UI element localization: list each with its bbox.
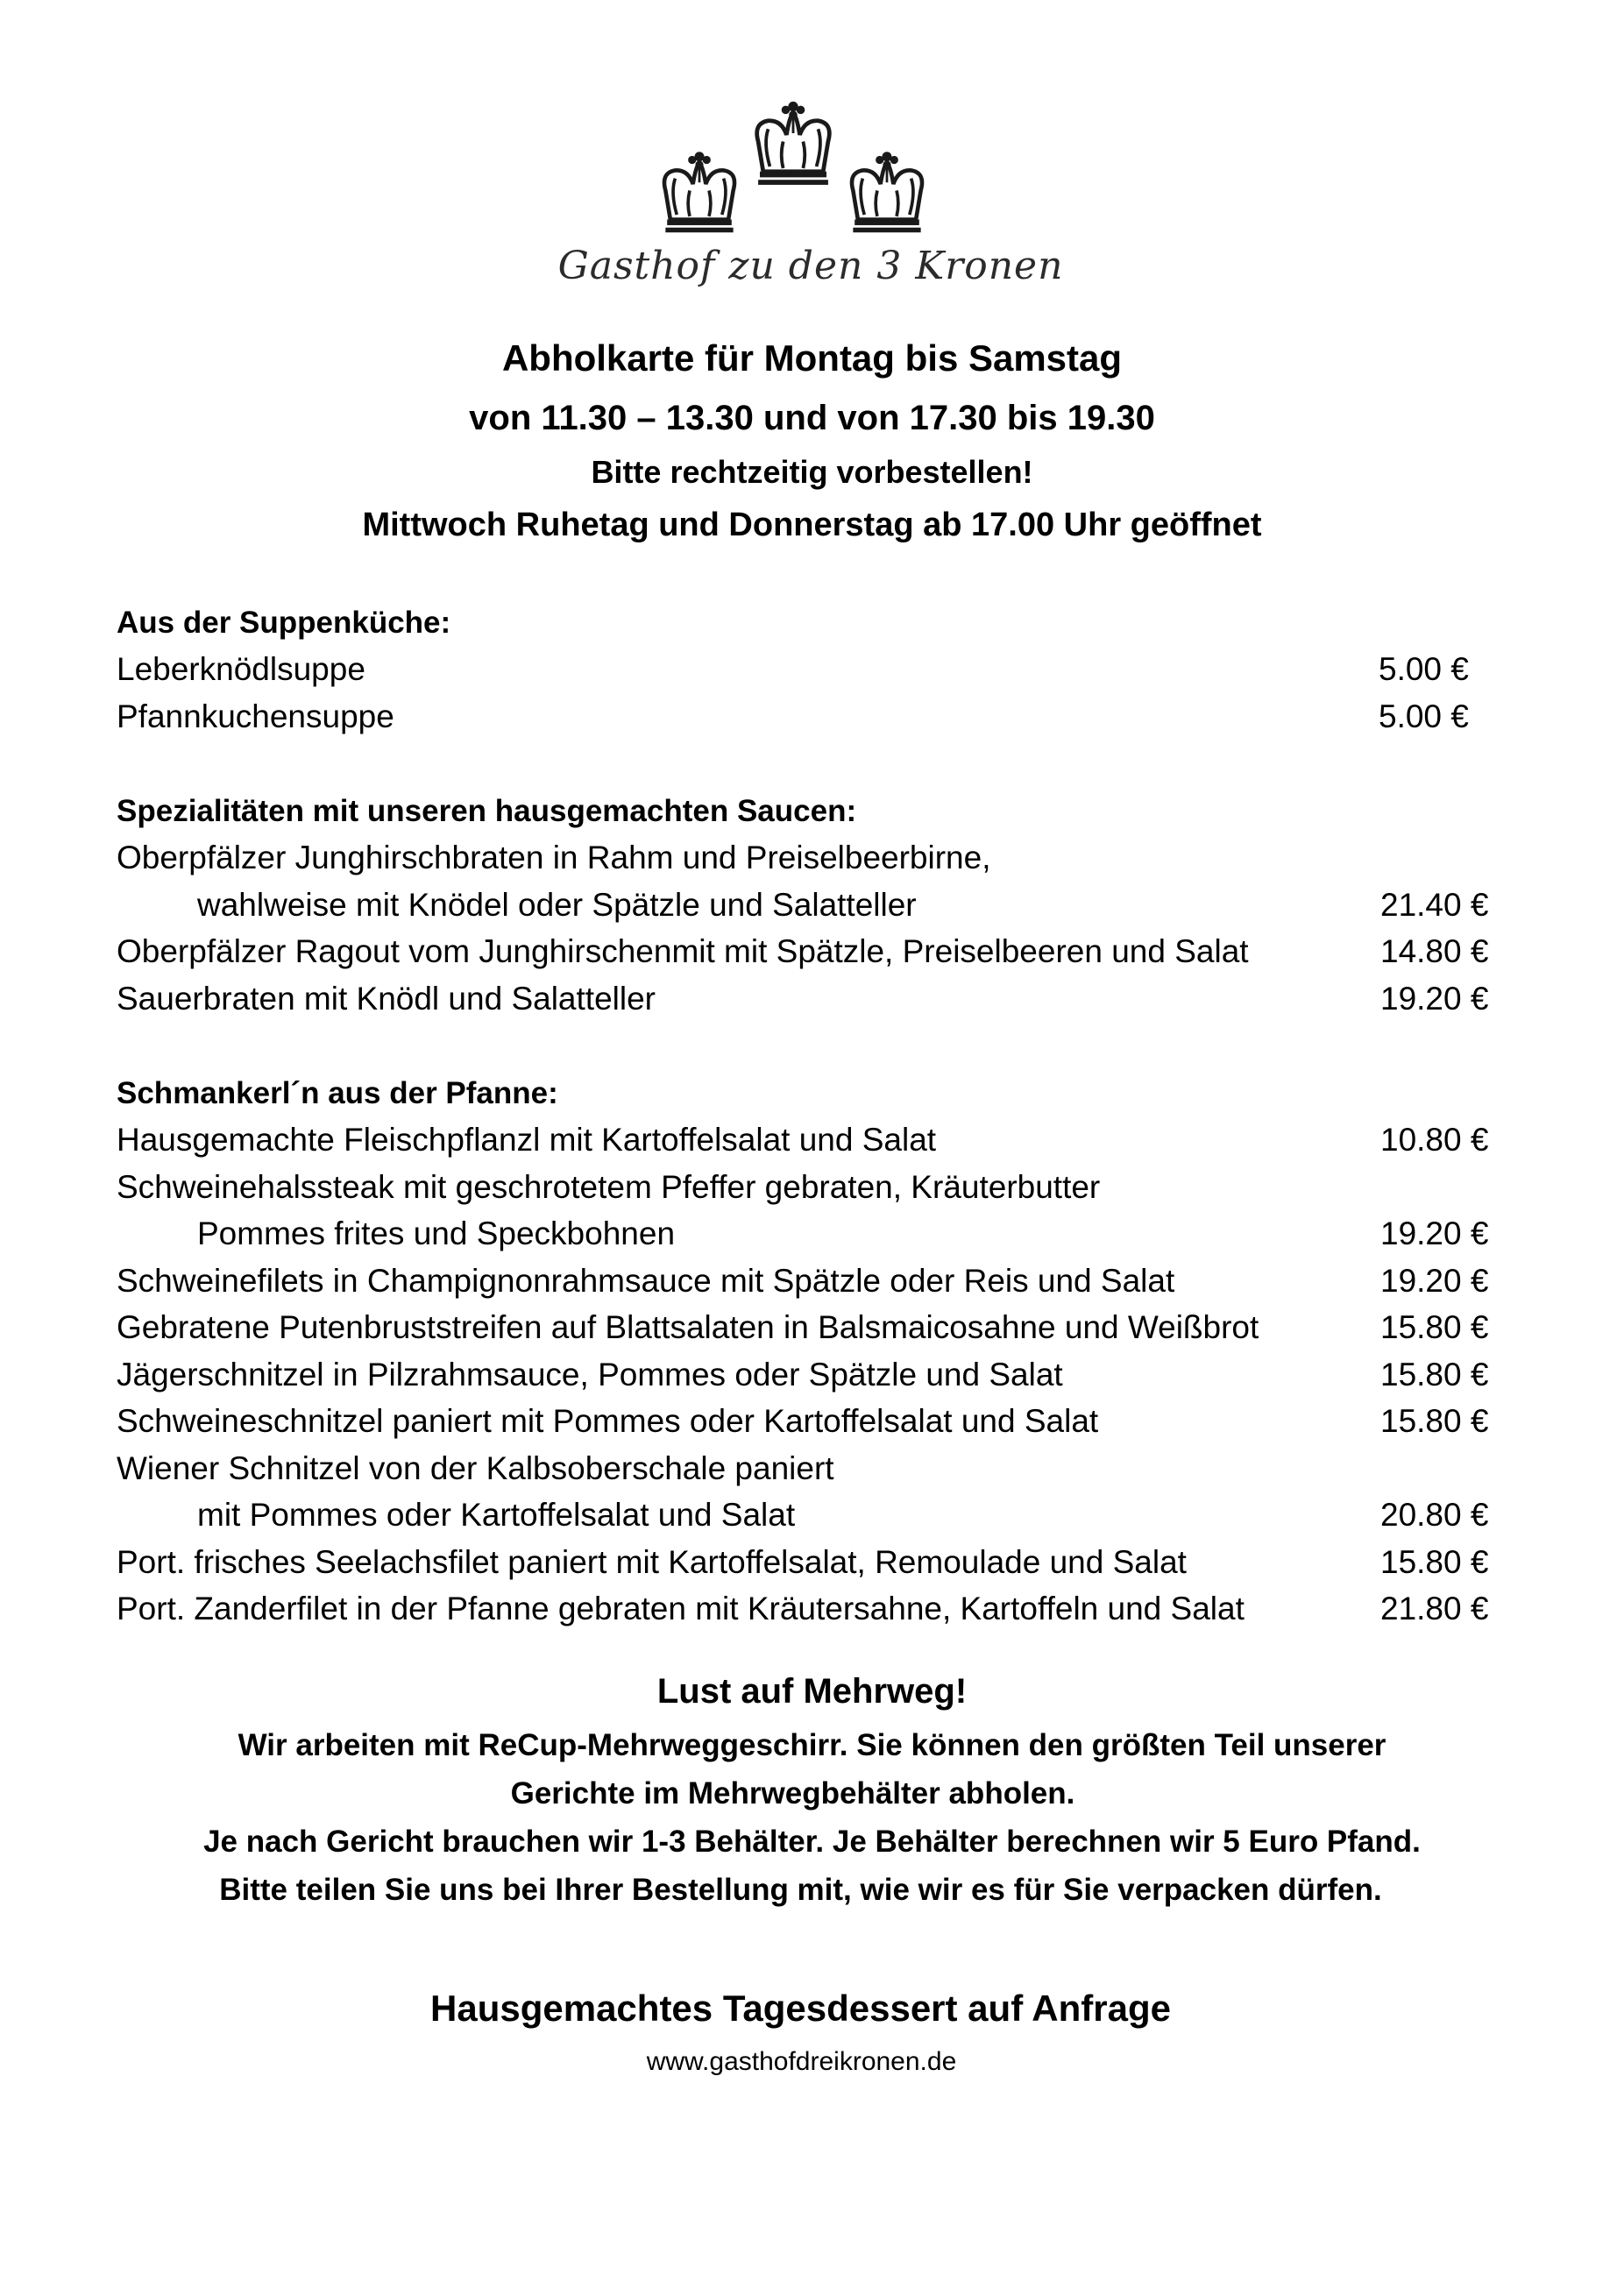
mehrweg-text-line: Gerichte im Mehrwegbehälter abholen. <box>510 1776 1075 1811</box>
dessert-note: Hausgemachtes Tagesdessert auf Anfrage <box>430 1988 1171 2029</box>
menu-item <box>117 1585 1501 1633</box>
item-name: Wiener Schnitzel von der Kalbsoberschale paniert <box>117 1449 834 1486</box>
item-price: 15.80 € <box>1380 1309 1489 1345</box>
menu-item <box>117 928 1501 975</box>
item-name: Gebratene Putenbruststreifen auf Blattsalaten in Balsmaicosahne und Weißbrot <box>117 1309 1259 1345</box>
item-name: Oberpfälzer Ragout vom Junghirschenmit mit Spätzle, Preiselbeeren und Salat <box>117 933 1249 969</box>
section-title: Schmankerl´n aus der Pfanne: <box>117 1076 558 1110</box>
item-price: 5.00 € <box>1379 651 1469 687</box>
menu-item-continuation <box>117 1210 1501 1258</box>
mehrweg-text-line: Je nach Gericht brauchen wir 1-3 Behälter. Je Behälter berechnen wir 5 Euro Pfand. <box>203 1825 1421 1859</box>
section-title: Spezialitäten mit unseren hausgemachten Saucen: <box>117 794 857 828</box>
item-price: 19.20 € <box>1380 1262 1489 1299</box>
item-name: wahlweise mit Knödel oder Spätzle und Salatteller <box>197 886 917 923</box>
mehrweg-text-line: Bitte teilen Sie uns bei Ihrer Bestellung mit, wie wir es für Sie verpacken dürfen. <box>219 1873 1382 1907</box>
menu-item <box>117 1398 1501 1445</box>
menu-list <box>117 599 1501 1681</box>
item-name: Schweinehalssteak mit geschrotetem Pfeffer gebraten, Kräuterbutter <box>117 1168 1101 1205</box>
section-specialties <box>117 788 1501 1022</box>
website-link[interactable]: www.gasthofdreikronen.de <box>646 2047 957 2076</box>
item-price: 5.00 € <box>1379 698 1469 734</box>
item-name: Oberpfälzer Junghirschbraten in Rahm und Preiselbeerbirne, <box>117 840 991 875</box>
item-name: Sauerbraten mit Knödl und Salatteller <box>117 980 656 1017</box>
item-price: 19.20 € <box>1380 1215 1489 1251</box>
menu-item <box>117 975 1501 1023</box>
menu-item <box>117 1258 1501 1305</box>
menu-item <box>117 1164 1501 1211</box>
menu-item <box>117 693 1501 741</box>
mehrweg-text-line: Wir arbeiten mit ReCup-Mehrweggeschirr. Sie können den größten Teil unserer <box>238 1728 1386 1762</box>
item-price: 15.80 € <box>1380 1403 1489 1439</box>
item-price: 20.80 € <box>1380 1497 1489 1533</box>
item-name: Pfannkuchensuppe <box>117 698 394 734</box>
closing-days: Mittwoch Ruhetag und Donnerstag ab 17.00 Uhr geöffnet <box>362 507 1262 543</box>
item-price: 21.80 € <box>1380 1591 1489 1626</box>
opening-hours: von 11.30 – 13.30 und von 17.30 bis 19.30 <box>469 399 1155 437</box>
menu-item <box>117 1445 1501 1492</box>
item-name: Port. Zanderfilet in der Pfanne gebraten mit Kräutersahne, Kartoffeln und Salat <box>117 1591 1245 1626</box>
item-name: Pommes frites und Speckbohnen <box>197 1215 676 1251</box>
item-name: mit Pommes oder Kartoffelsalat und Salat <box>197 1497 796 1533</box>
mehrweg-title: Lust auf Mehrweg! <box>656 1672 968 1711</box>
menu-item-continuation <box>117 1492 1501 1539</box>
section-pan-dishes <box>117 1070 1501 1633</box>
logo-wordmark: Gasthof zu den 3 Kronen <box>557 244 1064 288</box>
item-name: Port. frisches Seelachsfilet paniert mit Kartoffelsalat, Remoulade und Salat <box>117 1543 1187 1580</box>
item-name: Jägerschnitzel in Pilzrahmsauce, Pommes oder Spätzle und Salat <box>117 1356 1063 1392</box>
page-title: Abholkarte für Montag bis Samstag <box>501 337 1123 379</box>
item-price: 21.40 € <box>1380 886 1489 923</box>
menu-item <box>117 1539 1501 1586</box>
menu-item <box>117 1351 1501 1399</box>
section-title: Aus der Suppenküche: <box>117 606 451 640</box>
menu-item <box>117 1304 1501 1351</box>
menu-item <box>117 1116 1501 1164</box>
item-price: 14.80 € <box>1380 933 1489 969</box>
item-price: 15.80 € <box>1380 1543 1489 1580</box>
section-soups <box>117 599 1501 740</box>
menu-item-continuation <box>117 882 1501 929</box>
menu-item <box>117 646 1501 693</box>
item-name: Leberknödlsuppe <box>117 651 365 687</box>
item-price: 10.80 € <box>1380 1122 1489 1158</box>
item-price: 19.20 € <box>1380 980 1489 1017</box>
three-crowns-icon <box>649 83 938 245</box>
item-name: Schweinefilets in Champignonrahmsauce mit Spätzle oder Reis und Salat <box>117 1262 1175 1299</box>
item-name: Schweineschnitzel paniert mit Pommes oder Kartoffelsalat und Salat <box>117 1403 1099 1439</box>
preorder-notice: Bitte rechtzeitig vorbestellen! <box>591 454 1033 490</box>
menu-item <box>117 834 1501 882</box>
item-price: 15.80 € <box>1380 1356 1489 1392</box>
item-name: Hausgemachte Fleischpflanzl mit Kartoffelsalat und Salat <box>117 1122 937 1158</box>
